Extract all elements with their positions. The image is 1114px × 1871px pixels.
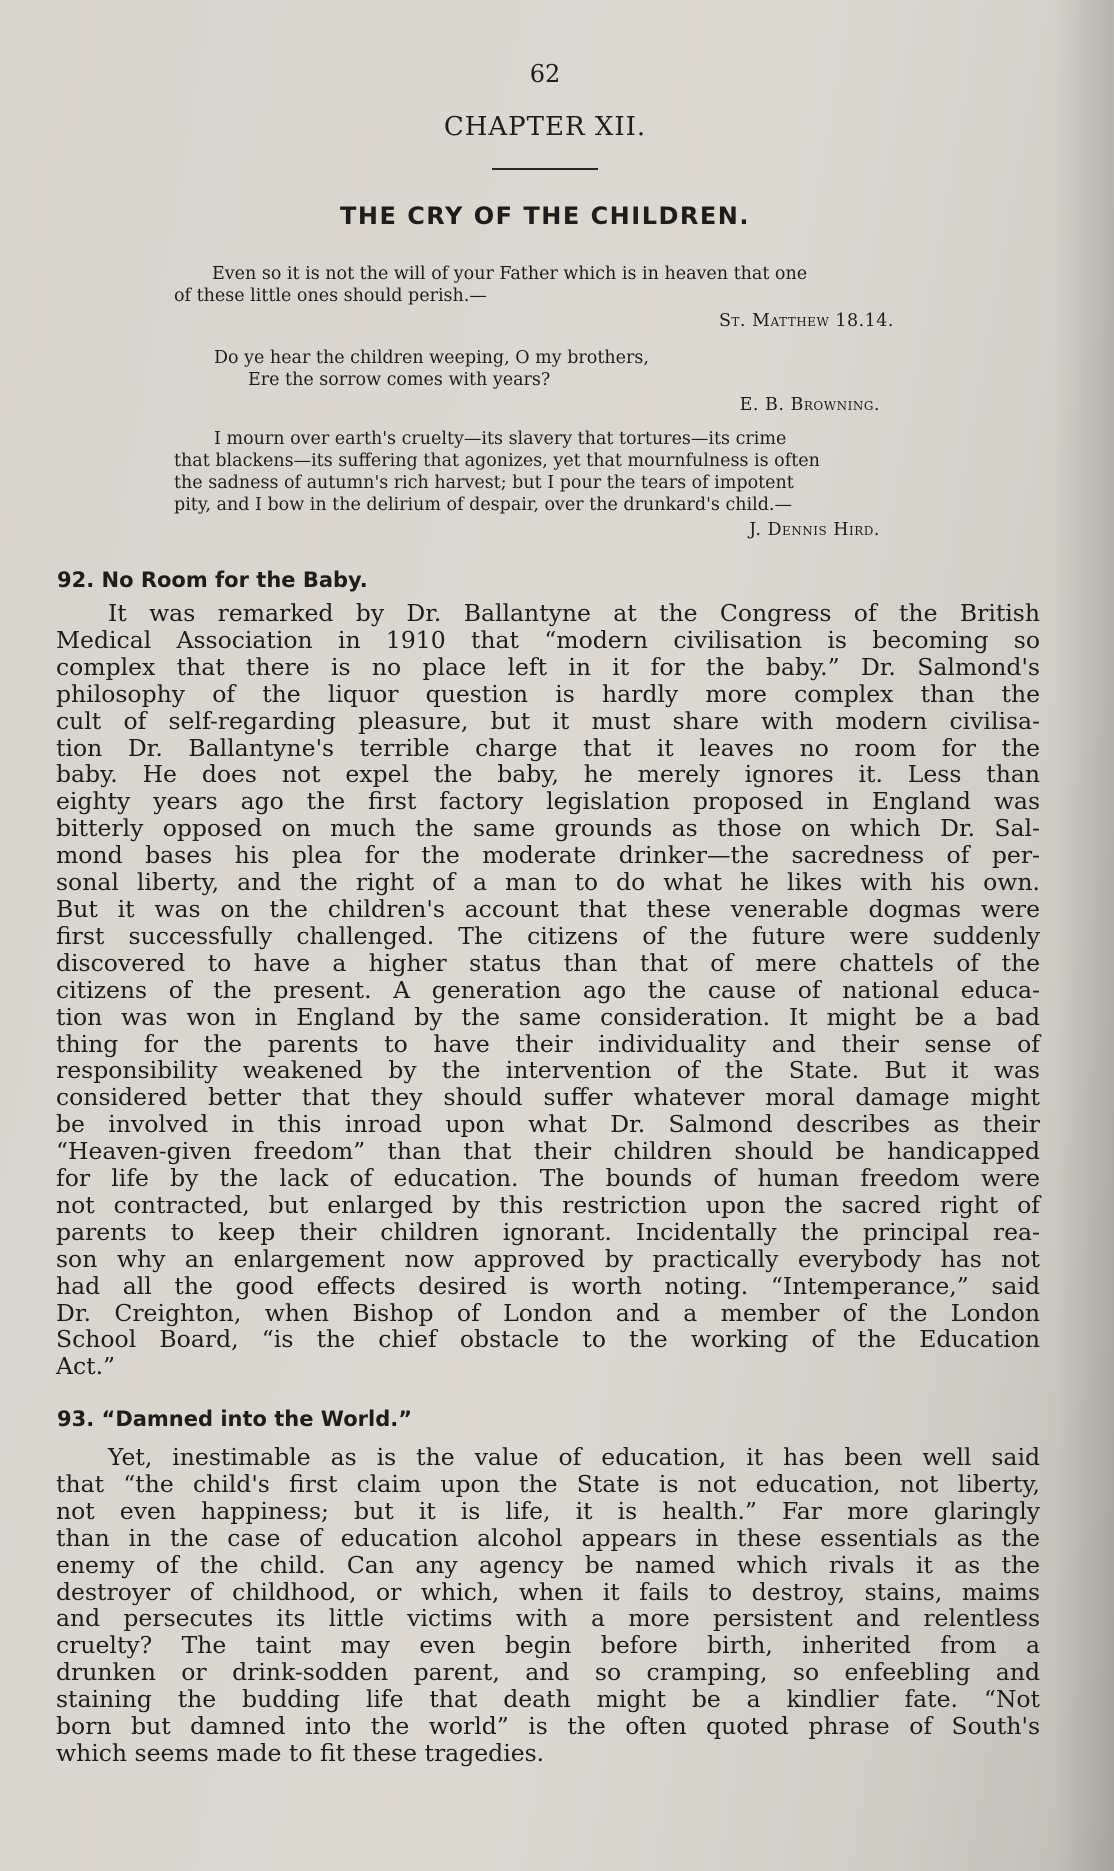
epigraph-attribution: St. Matthew 18.14. (718, 311, 894, 331)
text-line: for life by the lack of education. The bounds of human freedom were (56, 1164, 1040, 1193)
text-line: not even happiness; but it is life, it is health.” Far more glaringly (56, 1496, 1040, 1525)
page-number: 62 (529, 60, 561, 88)
heading-rule (492, 168, 598, 170)
text-line: tion was won in England by the same consideration. It might be a bad (56, 1002, 1040, 1031)
text-line: son why an enlargement now approved by practically everybody has not (56, 1244, 1040, 1273)
epigraph-line: that blackens—its suffering that agonizes, yet that mournfulness is often (174, 451, 820, 471)
page-edge-shadow (1054, 0, 1114, 1871)
epigraph-line: I mourn over earth's cruelty—its slavery that tortures—its crime (214, 429, 787, 449)
epigraph-attribution: E. B. Browning. (739, 395, 880, 415)
epigraph-line: Do ye hear the children weeping, O my brothers, (214, 348, 649, 368)
epigraph-hird (174, 428, 924, 541)
text-line: bitterly opposed on much the same grounds as those on which Dr. Sal- (56, 814, 1040, 843)
epigraph-line: Even so it is not the will of your Father which is in heaven that one (212, 264, 808, 284)
text-line: Yet, inestimable as is the value of education, it has been well said (108, 1443, 1040, 1471)
text-line: staining the budding life that death might be a kindlier fate. “Not (56, 1685, 1040, 1714)
text-line: that “the child's first claim upon the State is not education, not liberty, (56, 1469, 1040, 1498)
text-line: had all the good effects desired is worth noting. “Intemperance,” said (56, 1271, 1040, 1300)
text-line: first successfully challenged. The citizens of the future were suddenly (56, 921, 1040, 950)
text-line: parents to keep their children ignorant. Incidentally the principal rea- (56, 1217, 1040, 1246)
text-line: enemy of the child. Can any agency be named which rivals it as the (56, 1550, 1040, 1579)
text-line: “Heaven-given freedom” than that their children should be handicapped (56, 1137, 1040, 1166)
text-line: School Board, “is the chief obstacle to the working of the Education (56, 1325, 1040, 1354)
epigraph-line: Ere the sorrow comes with years? (248, 370, 551, 390)
text-line: mond bases his plea for the moderate drinker—the sacredness of per- (56, 841, 1040, 870)
text-line: than in the case of education alcohol appears in these essentials as the (56, 1523, 1040, 1552)
text-line: sonal liberty, and the right of a man to do what he likes with his own. (56, 868, 1040, 897)
text-line: thing for the parents to have their individuality and their sense of (56, 1029, 1040, 1058)
text-line: Act.” (56, 1352, 116, 1381)
section-body-92 (56, 600, 1040, 1380)
text-line: philosophy of the liquor question is hardly more complex than the (56, 679, 1040, 708)
text-line: born but damned into the world” is the often quoted phrase of South's (56, 1712, 1040, 1741)
text-line: which seems made to fit these tragedies. (56, 1738, 545, 1767)
text-line: tion Dr. Ballantyne's terrible charge that it leaves no room for the (56, 733, 1040, 762)
epigraph-matthew (174, 263, 924, 332)
epigraph-line: pity, and I bow in the delirium of despair, over the drunkard's child.— (174, 495, 792, 515)
text-line: It was remarked by Dr. Ballantyne at the Congress of the British (108, 599, 1040, 627)
text-line: not contracted, but enlarged by this restriction upon the sacred right of (56, 1190, 1040, 1219)
text-line: responsibility weakened by the intervention of the State. But it was (56, 1056, 1040, 1085)
epigraph-attribution: J. Dennis Hird. (749, 520, 880, 540)
section-heading-92: 92. No Room for the Baby. (57, 568, 368, 592)
text-line: cult of self-regarding pleasure, but it must share with modern civilisa- (56, 706, 1040, 735)
text-line: complex that there is no place left in it for the baby.” Dr. Salmond's (56, 652, 1040, 681)
text-line: eighty years ago the first factory legislation proposed in England was (56, 787, 1040, 816)
epigraph-line: of these little ones should perish.— (174, 286, 487, 306)
text-line: and persecutes its little victims with a more persistent and relentless (56, 1604, 1040, 1633)
text-line: Dr. Creighton, when Bishop of London and a member of the London (56, 1298, 1040, 1327)
text-line: Medical Association in 1910 that “modern civilisation is becoming so (56, 625, 1040, 654)
chapter-heading: CHAPTER XII. (443, 112, 647, 142)
text-line: destroyer of childhood, or which, when it fails to destroy, stains, maims (56, 1577, 1040, 1606)
text-line: cruelty? The taint may even begin before birth, inherited from a (56, 1631, 1040, 1660)
text-line: discovered to have a higher status than that of mere chattels of the (56, 948, 1040, 977)
text-line: considered better that they should suffer whatever moral damage might (56, 1083, 1040, 1112)
text-line: be involved in this inroad upon what Dr. Salmond describes as their (56, 1110, 1040, 1139)
section-body-93 (56, 1444, 1040, 1767)
epigraph-browning (174, 347, 924, 416)
text-line: baby. He does not expel the baby, he merely ignores it. Less than (56, 760, 1040, 789)
text-line: But it was on the children's account that these venerable dogmas were (56, 894, 1040, 923)
page-title: THE CRY OF THE CHILDREN. (339, 202, 750, 230)
text-line: citizens of the present. A generation ago the cause of national educa- (56, 975, 1040, 1004)
section-heading-93: 93. “Damned into the World.” (57, 1407, 413, 1431)
text-line: drunken or drink-sodden parent, and so cramping, so enfeebling and (56, 1658, 1040, 1687)
epigraph-line: the sadness of autumn's rich harvest; but I pour the tears of impotent (174, 473, 794, 493)
